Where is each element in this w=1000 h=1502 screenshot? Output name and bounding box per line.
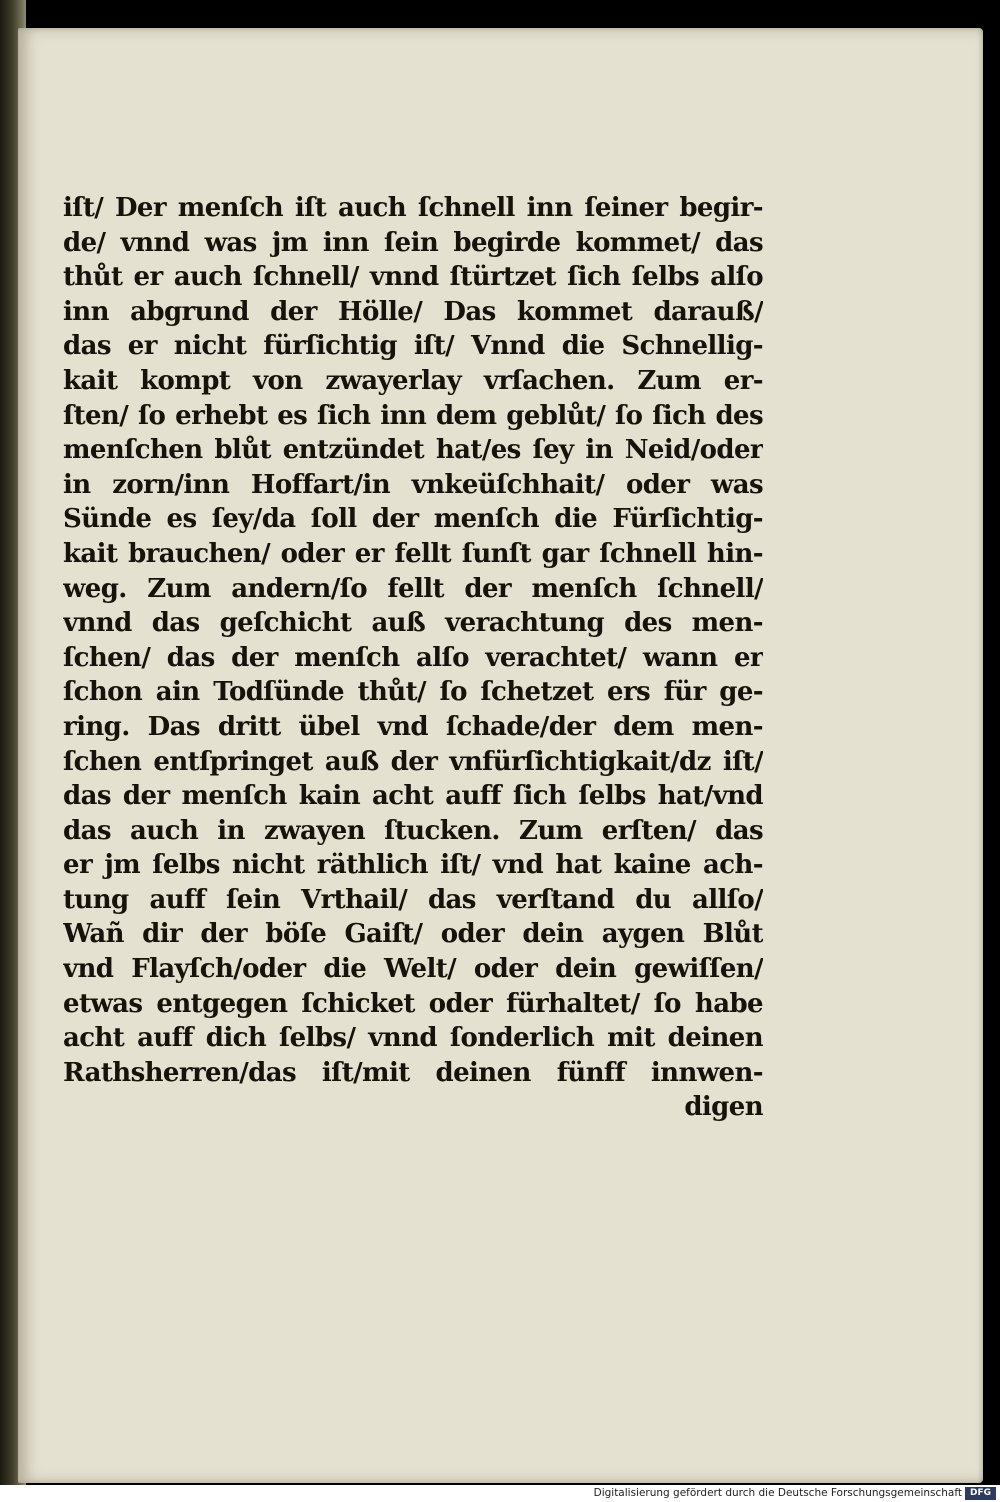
text-line-10: Sünde es ſey/da ſoll der menſch die Fürſichtig- — [63, 504, 763, 535]
text-line-17: ſchen entſpringet auß der vnfürſichtigkait/dz iſt/ — [63, 746, 763, 777]
text-line-4: inn abgrund der Hölle/ Das kommet darauß/ — [63, 296, 763, 327]
text-line-2: de/ vnnd was jm inn ſein begirde kommet/ das — [63, 227, 763, 258]
text-line-15: ſchon ain Todſünde thůt/ ſo ſchetzet ers für ge- — [63, 677, 763, 708]
text-line-21: tung auff ſein Vrthail/ das verſtand du allſo/ — [63, 884, 763, 915]
text-line-26: Rathsherren/das iſt/mit deinen fünff innwen- — [63, 1057, 763, 1088]
text-line-11: kait brauchen/ oder er fellt ſunſt gar ſchnell hin- — [63, 538, 763, 569]
text-line-13: vnnd das geſchicht auß verachtung des men- — [63, 608, 763, 639]
catchword: digen — [684, 1092, 763, 1123]
text-line-6: kait kompt von zwayerlay vrſachen. Zum er- — [63, 365, 763, 396]
document-page — [18, 28, 983, 1483]
text-line-19: das auch in zwayen ſtucken. Zum erſten/ das — [63, 815, 763, 846]
text-line-23: vnd Flayſch/oder die Welt/ oder dein gewiſſen/ — [63, 954, 763, 985]
text-line-22: Wañ dir der böſe Gaiſt/ oder dein aygen Blůt — [63, 919, 763, 950]
page-text-block — [63, 191, 763, 1125]
text-line-14: ſchen/ das der menſch alſo verachtet/ wann er — [63, 642, 763, 673]
text-line-16: ring. Das dritt übel vnd ſchade/der dem men- — [63, 711, 763, 742]
funding-credit: Digitalisierung gefördert durch die Deutsche Forschungsgemeinschaft — [593, 1487, 962, 1499]
text-line-3: thůt er auch ſchnell/ vnnd ſtürtzet ſich ſelbs alſo — [63, 262, 763, 293]
text-line-5: das er nicht fürſichtig iſt/ Vnnd die Schnellig- — [63, 331, 763, 362]
text-line-7: ſten/ ſo erhebt es ſich inn dem geblůt/ ſo ſich des — [63, 400, 763, 431]
text-line-8: menſchen blůt entzündet hat/es ſey in Neid/oder — [63, 435, 763, 466]
text-line-1: iſt/ Der menſch iſt auch ſchnell inn ſeiner begir- — [63, 193, 763, 223]
text-line-20: er jm ſelbs nicht räthlich iſt/ vnd hat kaine ach- — [63, 850, 763, 881]
text-line-9: in zorn/inn Hoffart/in vnkeüſchhait/ oder was — [63, 469, 763, 500]
digitization-footer — [0, 1485, 1000, 1502]
text-line-18: das der menſch kain acht auff ſich ſelbs hat/vnd — [63, 781, 763, 812]
text-line-12: weg. Zum andern/ſo fellt der menſch ſchnell/ — [63, 573, 763, 604]
text-line-25: acht auff dich ſelbs/ vnnd ſonderlich mit deinen — [63, 1023, 763, 1054]
dfg-logo: DFG — [965, 1487, 996, 1500]
text-line-24: etwas entgegen ſchicket oder fürhaltet/ ſo habe — [63, 988, 763, 1019]
